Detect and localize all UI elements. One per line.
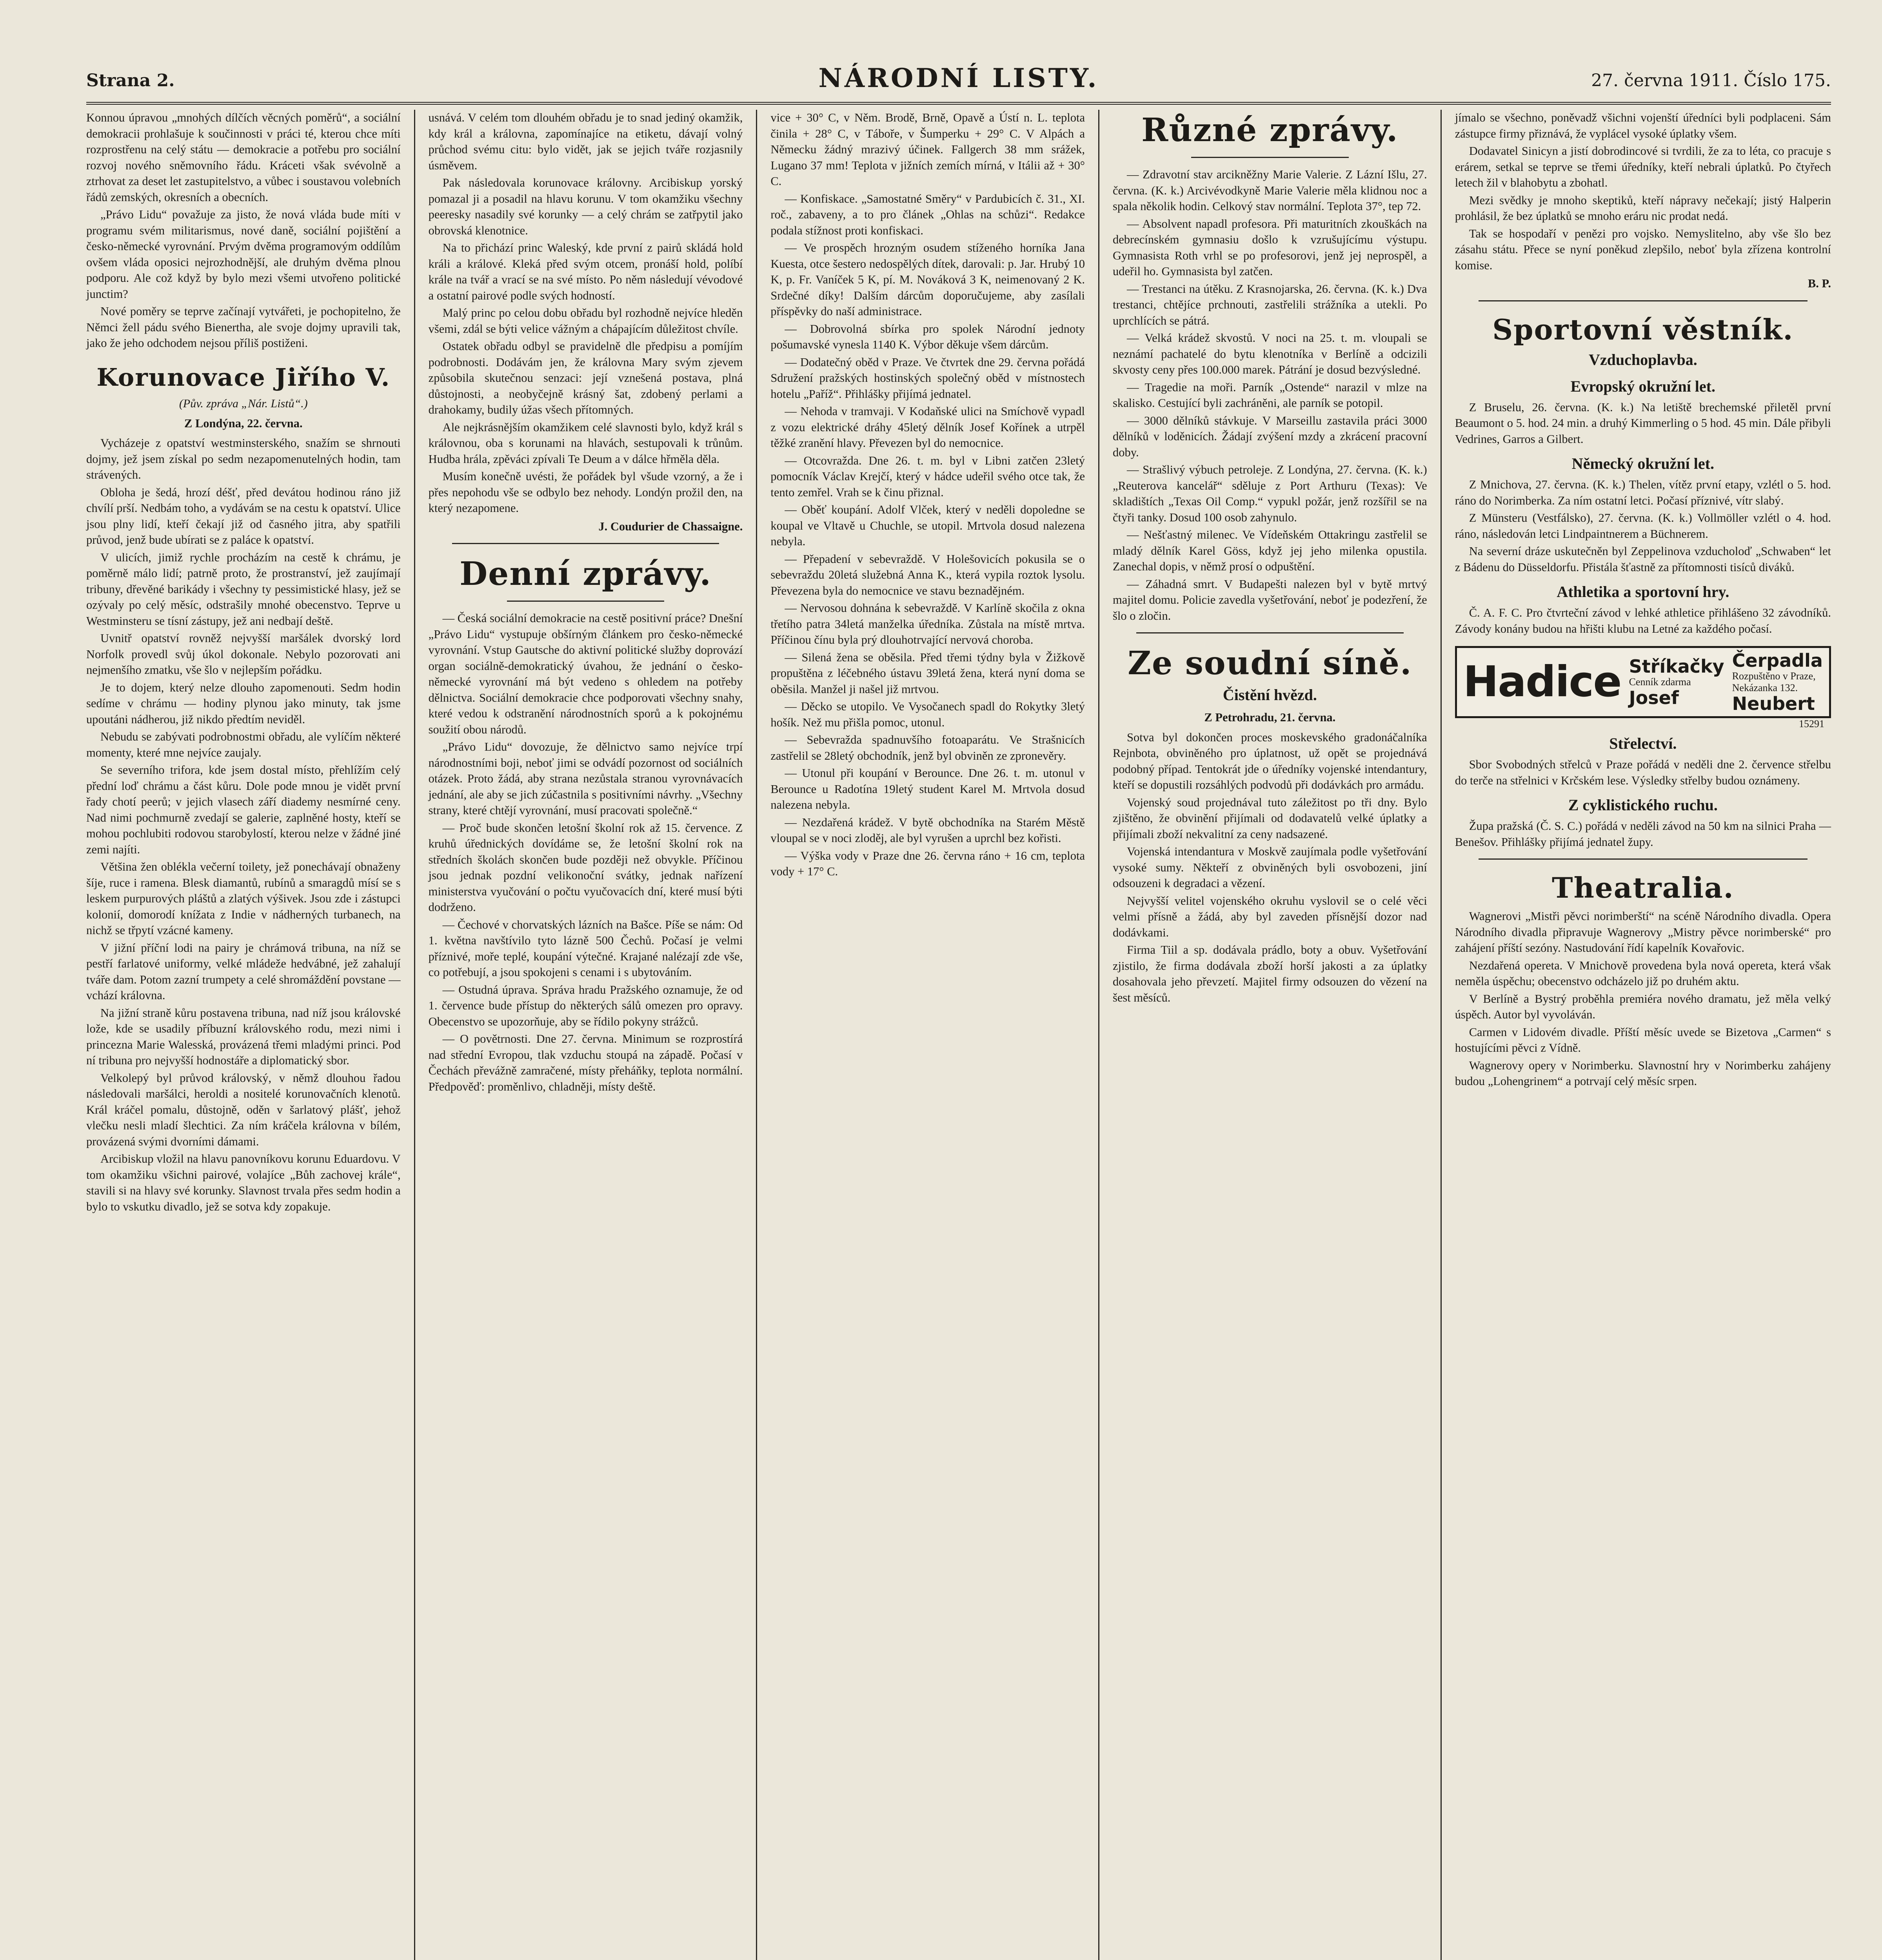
news-item: — Proč bude skončen letošní školní rok až 15. července. Z kruhů úřednických dovídáme se, že letošní školní rok na středních školách skončen bude později než obvykle. Příčinou jsou jednak pozdní velikonoční svátky, jednak nařízení ministerstva vyučování o počtu vyučovacích dní, které musí býti dodrženo. (428, 821, 743, 914)
section-subtitle: Vzduchoplavba. (1588, 350, 1697, 368)
news-item: — Konfiskace. „Samostatné Směry“ v Pardubicích č. 31., XI. roč., zabaveny, a to pro článek „Ohlas na schůzi“. Redakce podala stížnost proti konfiskaci. (770, 192, 1085, 237)
paragraph: Z Bruselu, 26. června. (K. k.) Na letiště brechemské přiletěl první Beaumont o 5. hod. 24 min. a druhý Kimmerling o 5 hod. 45 min. Dále přibyli Vedrines, Garros a Gilbert. (1455, 400, 1831, 446)
news-item: — Nezdařená krádež. V bytě obchodníka na Starém Městě vloupal se v noci zloděj, ale byl vyrušen a uprchl bez kořisti. (770, 815, 1085, 845)
page-header (86, 59, 1831, 105)
news-item: — Nehoda v tramvaji. V Kodaňské ulici na Smíchově vypadl z vozu elektrické dráhy 45letý dělník Josef Kořínek a utrpěl těžké zranění hlavy. Převezen byl do nemocnice. (770, 405, 1085, 450)
ad-firstname: Josef (1629, 687, 1679, 708)
column-3 (756, 110, 1098, 1960)
paragraph: Většina žen oblékla večerní toilety, jež ponechávají obnaženy šíje, ruce i ramena. Blesk diamantů, rubínů a smaragdů mísí se s leskem purpurových pláštů a zlatých výšivek. Jsou zde i zástupci kolonií, domorodí knížata z Indie v nádherných turbanech, na nichž se třpytí vzácné kameny. (86, 860, 401, 937)
news-item: — Česká sociální demokracie na cestě positivní práce? Dnešní „Právo Lidu“ vystupuje obšírným článkem pro česko-německé vyrovnání. Vstup Gautsche do aktivní politické služby doprovází organ sociálně-demokratický úvahou, že jednání o česko-německé vyrovnání má být vedeno s ohledem na potřeby dělnictva. Sociální demokracie chce podporovati všechny snahy, které vedou k odstranění národnostních sporů a k pokojnému soužití obou národů. (428, 612, 743, 736)
paragraph: Sotva byl dokončen proces moskevského gradonáčalníka Rejnbota, obviněného pro úplatnost, už opět se projednává podobný případ. Tentokrát jde o úředníky vojenské intendantury, kteří se dopustili rozsáhlých podvodů při dodávkách pro armádu. (1113, 730, 1427, 791)
news-item: — Otcovražda. Dne 26. t. m. byl v Libni zatčen 23letý pomocník Václav Krejčí, který v hádce udeřil svého otce tak, že tento zemřel. Vrah se k činu přiznal. (770, 454, 1085, 499)
divider (1191, 157, 1349, 158)
paragraph: Ostatek obřadu odbyl se pravidelně dle předpisu a pomíjím podrobnosti. Dodávám jen, že královna Mary svým zjevem způsobila skutečnou senzaci: její vznešená postava, plná důstojnosti, a neobyčejně krásný šat, zdobený perlami a drahokamy, budily úžas všech přítomných. (428, 339, 743, 416)
news-item: — Absolvent napadl profesora. Při maturitních zkouškách na debrecínském gymnasiu došlo k vzrušujícímu výstupu. Gymnasista Roth vrhl se po profesorovi, jenž jej neprospěl, a udeřil ho. Gymnasista byl zatčen. (1113, 217, 1427, 278)
section-title-theatralia: Theatralia. (1552, 871, 1734, 904)
author-signature: B. P. (1808, 277, 1831, 290)
paragraph: Ale nejkrásnějším okamžikem celé slavnosti bylo, když král s královnou, oba s korunami na hlavách, sestupovali k trůnům. Hudba hrála, zpěváci zpívali Te Deum a v dálce hřměla děla. (428, 420, 743, 466)
subsection-title: Z cyklistického ruchu. (1568, 796, 1718, 814)
paragraph: Carmen v Lidovém divadle. Příští měsíc uvede se Bizetova „Carmen“ s hostujícími pěvci z Vídně. (1455, 1025, 1831, 1054)
paragraph: vice + 30° C, v Něm. Brodě, Brně, Opavě a Ústí n. L. teplota činila + 28° C, v Táboře, v Šumperku + 29° C. V Alpách a Německu žádný mrazivý účinek. Fallgerch 38 mm srážek, Lugano 37 mm! Teplota v jižních zemích mírná, v Itálii až + 30° C. (770, 111, 1085, 188)
news-item: — Nešťastný milenec. Ve Vídeňském Ottakringu zastřelil se mladý dělník Karel Göss, když jej jeho milenka opustila. Zanechal dopis, v němž prosí o odpuštění. (1113, 528, 1427, 573)
news-item: — Silená žena se oběsila. Před třemi týdny byla v Žižkově propuštěna z léčebného ústavu 39letá žena, která nyní doma se oběsila. Manžel ji našel již mrtvou. (770, 650, 1085, 696)
paragraph: Č. A. F. C. Pro čtvrteční závod v lehké athletice přihlášeno 32 závodníků. Závody konány budou na hřišti klubu na Letné za každého počasí. (1455, 606, 1831, 635)
news-item: — Trestanci na útěku. Z Krasnojarska, 26. června. (K. k.) Dva trestanci, chtějíce prchnouti, zastřelili strážníka a utekli. Po uprchlících se pátrá. (1113, 282, 1427, 327)
divider (1479, 858, 1808, 860)
paragraph: Vycházeje z opatství westminsterského, snažím se shrnouti dojmy, jež jsem získal po sedm nezapomenutelných hodin, tam strávených. (86, 436, 401, 481)
paragraph: Vojenský soud projednával tuto záležitost po tři dny. Bylo zjištěno, že obvinění přijímali od dodavatelů velké úplatky a přijímali zboží nekvalitní za ceny nadsazené. (1113, 795, 1427, 841)
news-item: — Oběť koupání. Adolf Vlček, který v neděli dopoledne se koupal ve Vltavě u Chuchle, se utopil. Mrtvola dosud nalezena nebyla. (770, 503, 1085, 548)
section-title-sportovni-vestnik: Sportovní věstník. (1492, 312, 1794, 346)
news-item: — O povětrnosti. Dne 27. června. Minimum se rozprostírá nad střední Evropou, tlak vzduchu stoupá na západě. Počasí v Čechách převážně zamračené, místy přeháňky, teplota normální. Předpověď: proměnlivo, chladněji, místy deště. (428, 1032, 743, 1093)
paragraph: Obloha je šedá, hrozí déšť, před devátou hodinou ráno již chvílí prší. Nedbám toho, a vydávám se na cestu k opatství. Ulice jsou plny lidí, kteří čekají již od časného jitra, aby spatřili průvod, jenž bude ubírati se z paláce k opatství. (86, 485, 401, 546)
ad-address: Rozpuštěno v Praze, Nekázanka 132. (1732, 670, 1816, 693)
paragraph: Arcibiskup vložil na hlavu panovníkovu korunu Eduardovu. V tom okamžiku všichni pairové, volajíce „Bůh zachovej krále“, stavili si na hlavy své korunky. Slavnost trvala přes sedm hodin a bylo to vskutku divadlo, jež se sotva kdy zopakuje. (86, 1152, 401, 1213)
paragraph: Mezi svědky je mnoho skeptiků, kteří nápravy nečekají; jistý Halperin prohlásil, že bez úplatků se mnoho eráru nic prodat nedá. (1455, 193, 1831, 223)
masthead-title: NÁRODNÍ LISTY. (818, 63, 1099, 93)
news-item: — Tragedie na moři. Parník „Ostende“ narazil v mlze na skalisko. Cestující byli zachráněni, ale parník se potopil. (1113, 380, 1427, 410)
paragraph: usnává. V celém tom dlouhém obřadu je to snad jediný okamžik, kdy král a královna, zapomínajíce na etiketu, dávají volný průchod svému citu: bylo vidět, jak se jejich tváře rozjasnily úsměvem. (428, 111, 743, 172)
news-item: — Čechové v chorvatských lázních na Bašce. Píše se nám: Od 1. května navštívilo tyto lázně 500 Čechů. Počasí je velmi příznivé, moře teplé, koupání výtečné. Krajané nalézají zde vše, co potřebují, a jsou spokojeni s cenami i s ubytováním. (428, 918, 743, 979)
paragraph: Tak se hospodaří v penězi pro vojsko. Nemyslitelno, aby vše šlo bez zásahu státu. Přece se nyní poněkud zlepšilo, neboť byla zřízena kontrolní komise. (1455, 227, 1831, 272)
news-item: — Záhadná smrt. V Budapešti nalezen byl v bytě mrtvý majitel domu. Policie zavedla vyšetřování, neboť je podezření, že šlo o zločin. (1113, 577, 1427, 622)
paragraph: Na severní dráze uskutečněn byl Zeppelinova vzducholoď „Schwaben“ let z Bádenu do Düsseldorfu. Přistála šťastně za přítomnosti tisíců diváků. (1455, 544, 1831, 574)
section-title-denni-zpravy: Denní zprávy. (460, 555, 712, 593)
ad-tag: Cenník zdarma (1629, 676, 1691, 688)
ad-brand: Hadice (1463, 657, 1621, 706)
news-item: — Dodatečný oběd v Praze. Ve čtvrtek dne 29. června pořádá Sdružení pražských hostinských společný oběd v místnostech hotelu „Paříž“. Přihlášky přijímá jednatel. (770, 355, 1085, 401)
ad-product: Stříkačky (1629, 656, 1724, 677)
paragraph: Wagnerovi „Mistři pěvci norimberští“ na scéně Národního divadla. Opera Národního divadla připravuje Wagnerovy „Mistry pěvce norimberské“ pro zahájení příští sezóny. Nastudování řídí kapelník Kovařovic. (1455, 909, 1831, 955)
article-title: Korunovace Jiřího V. (96, 363, 391, 392)
column-2 (414, 110, 756, 1960)
paragraph: V Berlíně a Bystrý proběhla premiéra nového dramatu, jež měla velký úspěch. Autor byl vyvoláván. (1455, 992, 1831, 1021)
paragraph: Firma Tiil a sp. dodávala prádlo, boty a obuv. Vyšetřování zjistilo, že firma dodávala zboží horší jakosti a za úplatky dosahovala jeho převzetí. Majitel firmy odsouzen do vězení na šest měsíců. (1113, 943, 1427, 1004)
divider (1136, 632, 1404, 633)
columns (86, 110, 1831, 1960)
subsection-title: Athletika a sportovní hry. (1557, 583, 1729, 601)
news-item: — Děcko se utopilo. Ve Vysočanech spadl do Rokytky 3letý hošík. Než mu přišla pomoc, utonul. (770, 700, 1085, 729)
paragraph: Dodavatel Sinicyn a jistí dobrodincové si tvrdili, že za to léta, co pracuje s erárem, setkal se teprve se třemi úředníky, kteří nebrali úplatků. Po čtyřech letech žil v blahobytu a zbohatl. (1455, 144, 1831, 189)
paragraph: jímalo se všechno, poněvadž všichni vojenští úředníci byli podplaceni. Sám zástupce firmy přiznává, že vyplácel vysoké úplatky všem. (1455, 111, 1831, 140)
col1-intro (86, 110, 401, 351)
paragraph: Vojenská intendantura v Moskvě zaujímala podle vyšetřování vysoké sumy. Někteří z obviněných byli osvobozeni, jiní odsouzeni k degradaci a vězení. (1113, 845, 1427, 890)
paragraph: Nebudu se zabývati podrobnostmi obřadu, ale vylíčím některé momenty, které mne nejvíce zaujaly. (86, 730, 401, 759)
paragraph: Nové poměry se teprve začínají vytvářeti, je pochopitelno, že Němci žell pádu svého Bienertha, ale svoje dojmy upravili tak, jako že jeho odchodem nejsou příliš postiženi. (86, 305, 401, 350)
news-item: — Velká krádež skvostů. V noci na 25. t. m. vloupali se neznámí pachatelé do bytu klenotníka v Berlíně a odcizili skvosty ceny přes 100.000 marek. Pátrání je dosud bezvýsledné. (1113, 331, 1427, 376)
news-item: — Dobrovolná sbírka pro spolek Národní jednoty pošumavské vynesla 1140 K. Výbor děkuje všem dárcům. (770, 322, 1085, 351)
news-item: — Strašlivý výbuch petroleje. Z Londýna, 27. června. (K. k.) „Reuterova kancelář“ sděluje z Port Arthuru (Texas): Ve skladištích „Texas Oil Comp.“ vypukl požár, jenž rozšířil se na čtyři tanky. Dosud 100 osob zahynulo. (1113, 463, 1427, 524)
dateline: Z Petrohradu, 21. června. (1204, 711, 1336, 724)
paragraph: Nezdařená opereta. V Mnichově provedena byla nová opereta, která však neměla úspěchu; obecenstvo odcházelo již po druhém aktu. (1455, 958, 1831, 988)
news-item: — Výška vody v Praze dne 26. června ráno + 16 cm, teplota vody + 17° C. (770, 849, 1085, 878)
paragraph: Velkolepý byl průvod královský, v němž dlouhou řadou následovali maršálci, heroldi a nositelé korunovačních klenotů. Král kráčel pomalu, důstojně, oděn v šarlatový plášť, jehož vlečku nesli mladí šlechtici. Za ním kráčela královna v bílém, provázená svými dvorními dámami. (86, 1071, 401, 1148)
paragraph: Malý princ po celou dobu obřadu byl rozhodně nejvíce hleděn všemi, zdál se býti velice vážným a chápajícím důležitost chvíle. (428, 306, 743, 336)
subsection-title: Střelectví. (1609, 735, 1677, 752)
news-item: — Ostudná úprava. Správa hradu Pražského oznamuje, že od 1. července bude přístup do některých sálů omezen pro opravy. Obecenstvo se upozorňuje, aby se řídilo pokyny strážců. (428, 983, 743, 1028)
dateline: Z Londýna, 22. června. (184, 416, 303, 430)
news-item: — Přepadení v sebevraždě. V Holešovicích pokusila se o sebevraždu 20letá služebná Anna K., která vypila roztok lysolu. Převezena byla do nemocnice ve stavu beznadějném. (770, 552, 1085, 597)
paragraph: Na jižní straně kůru postavena tribuna, nad níž jsou královské lože, kde se usadily příbuzní královského rodu, mezi nimi i princezna Marie Walesská, provázená třemi mladými princi. Pod ní tribuna pro nejvyšší hodnostáře a diplomatický sbor. (86, 1006, 401, 1067)
advertisement-hadice (1455, 646, 1831, 730)
paragraph: Uvnitř opatství rovněž nejvyšší maršálek dvorský lord Norfolk provedl svůj úkol dokonale. Nebylo pozorovati ani nejmenšího zmatku, vše šlo v nejlepším pořádku. (86, 632, 401, 677)
news-item: — Sebevražda spadnuvšího fotoaparátu. Ve Strašnicích zastřelil se 28letý obchodník, jenž byl obviněn ze zpronevěry. (770, 733, 1085, 762)
article-source: (Pův. zpráva „Nár. Listů“.) (179, 397, 308, 410)
news-item: — 3000 dělníků stávkuje. V Marseillu zastavila práci 3000 dělníků v loděnicích. Žádají zvýšení mzdy a zkrácení pracovní doby. (1113, 414, 1427, 459)
paragraph: Nejvyšší velitel vojenského okruhu vyslovil se o celé věci velmi přísně a žádá, aby byl zaveden přísnější dozor nad dodávkami. (1113, 894, 1427, 939)
issue-date: 27. června 1911. Číslo 175. (1591, 71, 1831, 91)
author-signature: J. Coudurier de Chassaigne. (598, 519, 743, 533)
ad-middle (1629, 657, 1724, 708)
paragraph: Wagnerovy opery v Norimberku. Slavnostní hry v Norimberku zahájeny budou „Lohengrinem“ a potrvají celý měsíc srpen. (1455, 1058, 1831, 1088)
column-1 (86, 110, 414, 1960)
divider (507, 601, 665, 602)
paragraph: V ulicích, jimiž rychle procházím na cestě k chrámu, je poměrně málo lidí; patrně proto, že prostranství, jež zaujímají tribuny, dřevěné barikády i všechny ty pessimistické hlasy, jež se ozývaly po celý měsíc, odstrašily mnohé obecenstvo. Teprve u Westminsteru se tísní zástupy, jež ani nedbají deště. (86, 550, 401, 628)
ad-surname: Neubert (1732, 693, 1815, 714)
subsection-title: Německý okružní let. (1571, 455, 1714, 472)
paragraph: Župa pražská (Č. S. C.) pořádá v neděli závod na 50 km na silnici Praha — Benešov. Přihlášky přijímá jednatel župy. (1455, 819, 1831, 849)
paragraph: Je to dojem, který nelze dlouho zapomenouti. Sedm hodin sedíme v chrámu — hodiny plynou jako minuty, tak jsme upoutáni nádherou, již nikdo předtím neviděl. (86, 681, 401, 726)
news-item: — Utonul při koupání v Berounce. Dne 26. t. m. utonul v Berounce u Radotína 19letý student Karel M. Mrtvola dosud nalezena nebyla. (770, 766, 1085, 811)
divider (1479, 300, 1808, 301)
ad-number: 15291 (1798, 718, 1824, 730)
article-subtitle: Čistění hvězd. (1223, 686, 1317, 704)
news-item: — Ve prospěch hrozným osudem stíženého horníka Jana Kuesta, otce šestero nedospělých dítek, darovali: p. Jar. Hrubý 10 K, p. Fr. Vaníček 5 K, pí. M. Nováková 3 K, neimenovaný 2 K. Srdečné díky! Dalším dárcům doporučujeme, aby zasílali příspěvky do naší administrace. (770, 241, 1085, 318)
paragraph: Musím konečně uvésti, že pořádek byl všude vzorný, a že i přes nepohodu vše se odbylo bez nehody. Londýn prožil den, na který nezapomene. (428, 470, 743, 515)
news-item: — Nervosou dohnána k sebevraždě. V Karlíně skočila z okna třetího patra 34letá manželka úředníka. Zůstala na místě mrtva. Příčinou čínu byla prý dlouhotrvající nervová choroba. (770, 601, 1085, 646)
paragraph: „Právo Lidu“ považuje za jisto, že nová vláda bude míti v programu svém militarismus, nové daně, sociální pojištění a česko-německé vyrovnání. Prvým dvěma programovým oddílům ovšem vláda oposici nejrozhodnější, ale druhým dvěma plnou podporu. Ale což když by bylo mezi všemi utvořeno politické junctim? (86, 208, 401, 301)
news-item: „Právo Lidu“ dovozuje, že dělnictvo samo nejvíce trpí národnostními boji, neboť jimi se odvádí pozornost od sociálních otázek. Proto žádá, aby strana nezůstala stranou vyrovnávacích jednání, ale aby se jich zúčastnila s positivními návrhy. „Všechny strany, které chtějí vyrovnání, musí pracovati společně.“ (428, 740, 743, 817)
paragraph: V jižní příční lodi na pairy je chrámová tribuna, na níž se pestří farlatové uniformy, velké mládeže hedvábné, jež zahalují tváře dam. Potom zazní trumpety a celé shromáždění povstane — vchází královna. (86, 941, 401, 1002)
section-title-ruzne-zpravy: Různé zprávy. (1141, 111, 1399, 149)
page-number: Strana 2. (86, 71, 175, 91)
ad-product: Čerpadla (1732, 650, 1823, 671)
paragraph: Se severního trifora, kde jsem dostal místo, přehlížím celý přední loď chrámu a část kůru. Dole pode mnou je vidět první řady chotí peerů; v jejich vlasech září diademy nesmírné ceny. Nad nimi pochmurně zvedají se galerie, zaplněné hosty, kteří se mohou pochlubiti rodovou starobylostí, kterou nelze v žádné jiné zemi najíti. (86, 763, 401, 856)
column-5 (1441, 110, 1831, 1960)
subsection-title: Evropský okružní let. (1570, 377, 1715, 395)
paragraph: Z Mnichova, 27. června. (K. k.) Thelen, vítěz první etapy, vzlétl o 5. hod. ráno do Norimberka. Za ním ostatní letci. Počasí příznivé, vítr slabý. (1455, 478, 1831, 507)
news-item: — Zdravotní stav arcikněžny Marie Valerie. Z Lázní Išlu, 27. června. (K. k.) Arcivévodkyně Marie Valerie měla klidnou noc a spala několik hodin. Celkový stav normální. Teplota 37°, tep 72. (1113, 168, 1427, 213)
column-4 (1098, 110, 1441, 1960)
divider (452, 543, 719, 544)
ad-right (1732, 651, 1823, 713)
section-title-ze-soudni-sine: Ze soudní síně. (1128, 644, 1412, 682)
paragraph: Sbor Svobodných střelců v Praze pořádá v neděli dne 2. července střelbu do terče na střelnici v Krčském lese. Výsledky střelby budou oznámeny. (1455, 758, 1831, 787)
paragraph: Na to přichází princ Waleský, kde první z pairů skládá hold králi a králové. Kleká před svým otcem, pronáší hold, políbí krále na tvář a vrací se na své místo. Po něm následují vévodové a ostatní pairové podle svých hodností. (428, 241, 743, 302)
paragraph: Konnou úpravou „mnohých dílčích věcných poměrů“, a sociální demokracii prohlašuje k součinnosti v práci té, kterou chce míti rozprostřenu na celý státu — demokracie a potřebu pro sociální rozvoj nového sněmovního řádu. Kráceti však svévolně a ztrhovat za deset let zastupitelstvo, a vůbec i soustavou volebních řádů zemských, okresních a obecních. (86, 111, 401, 204)
paragraph: Z Münsteru (Vestfálsko), 27. června. (K. k.) Vollmöller vzlétl o 4. hod. ráno, následován letci Lindpaintnerem a Büchnerem. (1455, 511, 1831, 541)
paragraph: Pak následovala korunovace královny. Arcibiskup yorský pomazal ji a posadil na hlavu korunu. V tom okamžiku všechny peeresky nasadily své korunky — a celý chrám se zatřpytil jako obrovská klenotnice. (428, 176, 743, 237)
